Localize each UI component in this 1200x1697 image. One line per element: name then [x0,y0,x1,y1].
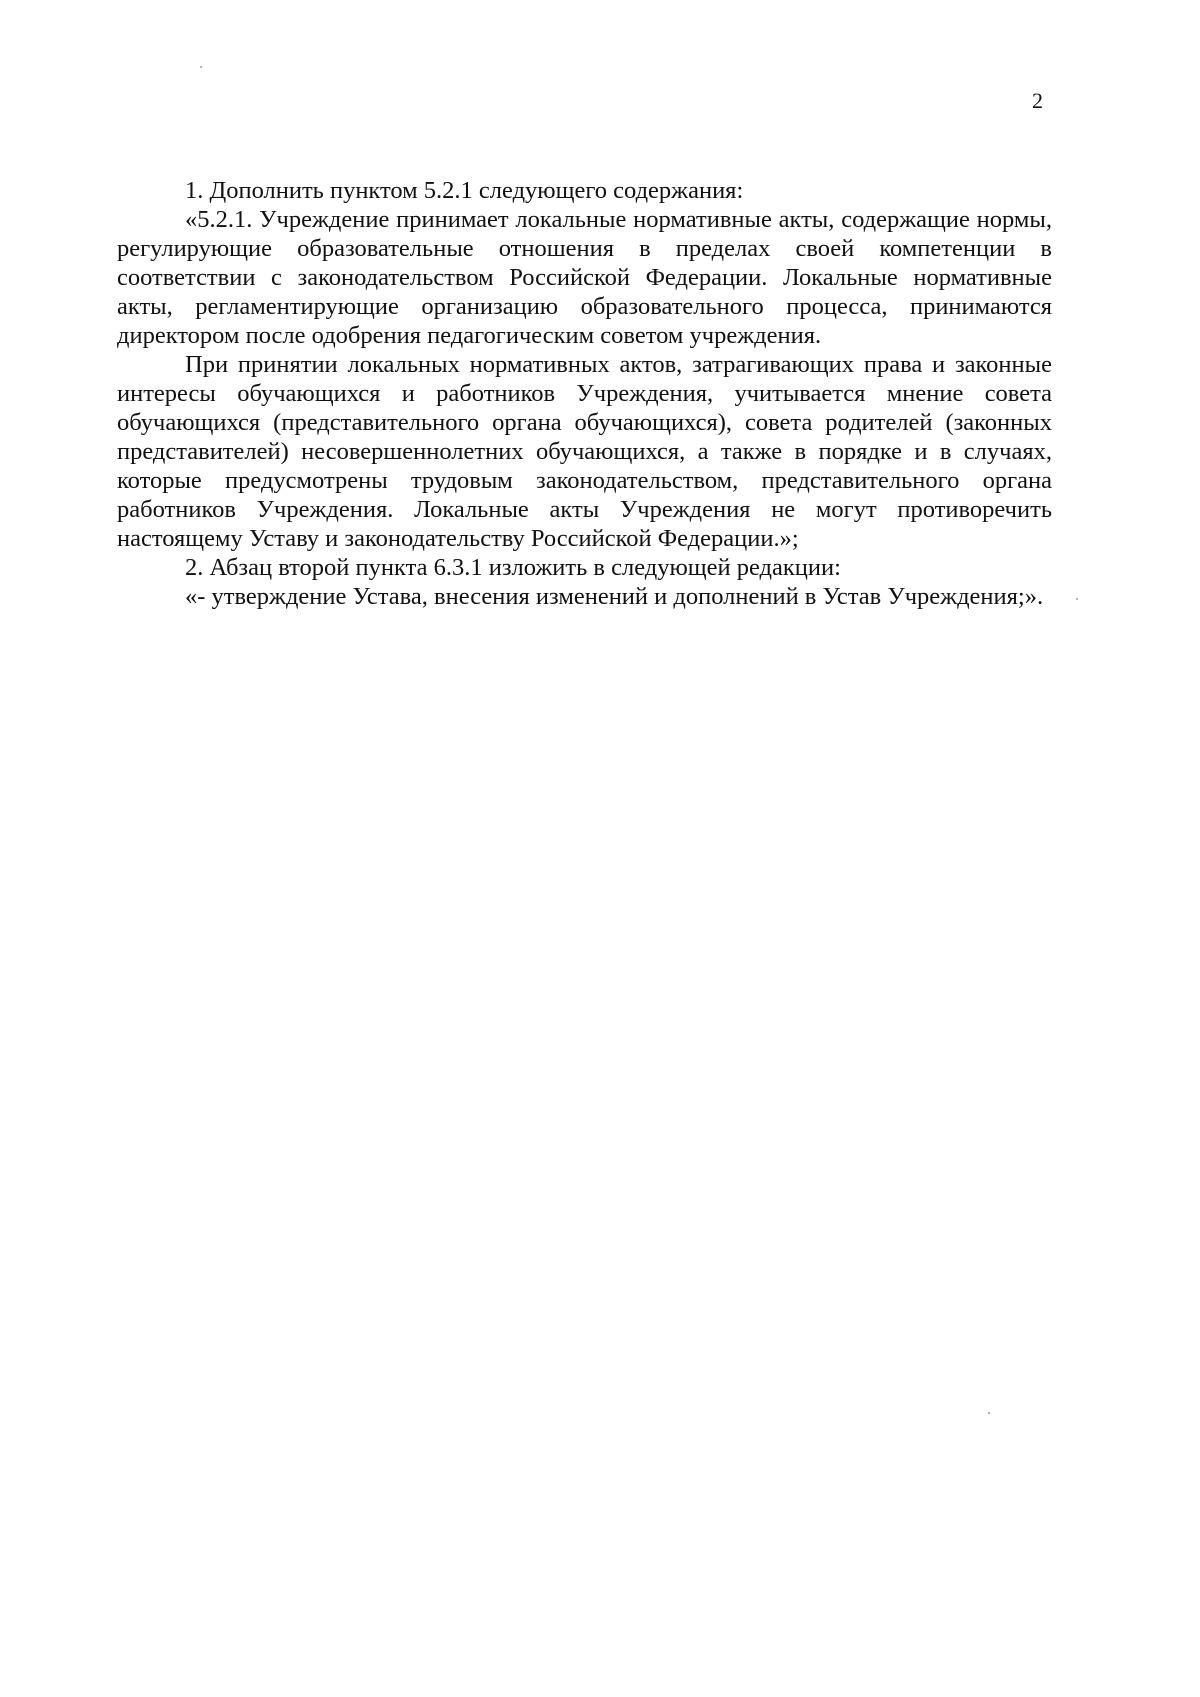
paragraph-local-acts-opinion: При принятии локальных нормативных актов, затрагивающих права и законные интересы обучающихся и работников Учреждения, учитывается мнение совета обучающихся (представительного органа обучающихся), совета родителей (законных представителей) несовершеннолетних обучающихся, а также в порядке и в случаях, которые предусмотрены трудовым законодательством, представительного органа работников Учреждения. Локальные акты Учреждения не могут противоречить настоящему Уставу и законодательству Российской Федерации.»; [117,351,1052,552]
paragraph-amendment-1-heading: 1. Дополнить пунктом 5.2.1 следующего содержания: [185,177,744,204]
scan-speck [1076,598,1078,600]
paragraph-clause-5-2-1: «5.2.1. Учреждение принимает локальные нормативные акты, содержащие нормы, регулирующие образовательные отношения в пределах своей компетенции в соответствии с законодательством Российской Федерации. Локальные нормативные акты, регламентирующие организацию образовательного процесса, принимаются директором после одобрения педагогическим советом учреждения. [117,206,1052,349]
scan-speck [988,1412,990,1414]
paragraph-clause-6-3-1-text: «- утверждение Устава, внесения изменений и дополнений в Устав Учреждения;». [185,583,1044,610]
scan-speck [200,66,202,68]
document-body [117,176,1052,611]
paragraph-amendment-2-heading: 2. Абзац второй пункта 6.3.1 изложить в следующей редакции: [185,554,841,581]
page-number: 2 [1032,88,1043,113]
